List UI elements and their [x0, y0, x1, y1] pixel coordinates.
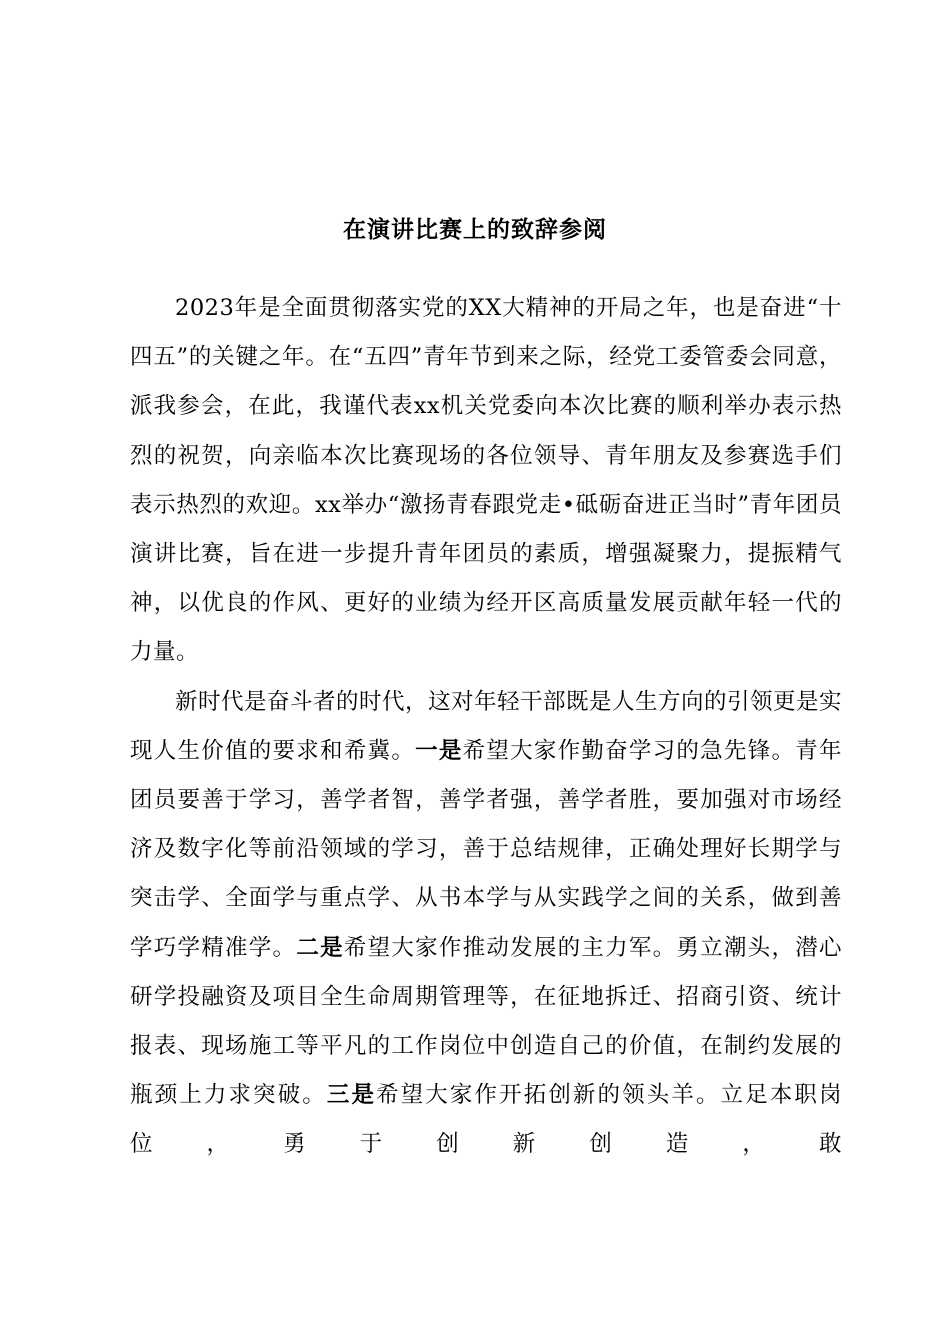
paragraph-text: 希望大家作勤奋学习的急先锋。青年团员要善于学习，善学者智，善学者强，善学者胜，要加强对市场经济及数字化等前沿领域的学习，善于总结规律，正确处理好长期学与突击学、全面学与重点学、从书本学与从实践学之间的关系，做到善学巧学精准学。: [130, 737, 842, 961]
point-two-marker: 二是: [296, 934, 344, 961]
paragraph-text: 新时代是奋斗者的时代，这对年轻干部既是人生方向的引领更是实现人生价值的要求和希冀。: [130, 688, 843, 764]
paragraph-text: 希望大家作开拓创新的领头羊。立足本职岗位，勇于创新创造，敢: [130, 1082, 842, 1158]
document-title: 在演讲比赛上的致辞参阅: [343, 216, 607, 243]
paragraph-text: 2023年是全面贯彻落实党的XX大精神的开局之年，也是奋进“十四五”的关键之年。在“五四”青年节到来之际，经党工委管委会同意，派我参会，在此，我谨代表xx机关党委向本次比赛的顺利举办表示热烈的祝贺，向亲临本次比赛现场的各位领导、青年朋友及参赛选手们表示热烈的欢迎。xx举办“激扬青春跟党走•砥砺奋进正当时”青年团员演讲比赛，旨在进一步提升青年团员的素质，增强凝聚力，提振精气神，以优良的作风、更好的业绩为经开区高质量发展贡献年轻一代的力量。: [130, 295, 842, 666]
point-three-marker: 三是: [326, 1082, 377, 1109]
paragraph-text: 希望大家作推动发展的主力军。勇立潮头，潜心研学投融资及项目全生命周期管理等，在征地拆迁、招商引资、统计报表、现场施工等平凡的工作岗位中创造自己的价值，在制约发展的瓶颈上力求突破。: [130, 934, 842, 1109]
paragraph-opening: [130, 284, 842, 678]
point-one-marker: 一是: [415, 737, 463, 764]
paragraph-expectations: [130, 678, 842, 1170]
document-body: [130, 284, 842, 1170]
